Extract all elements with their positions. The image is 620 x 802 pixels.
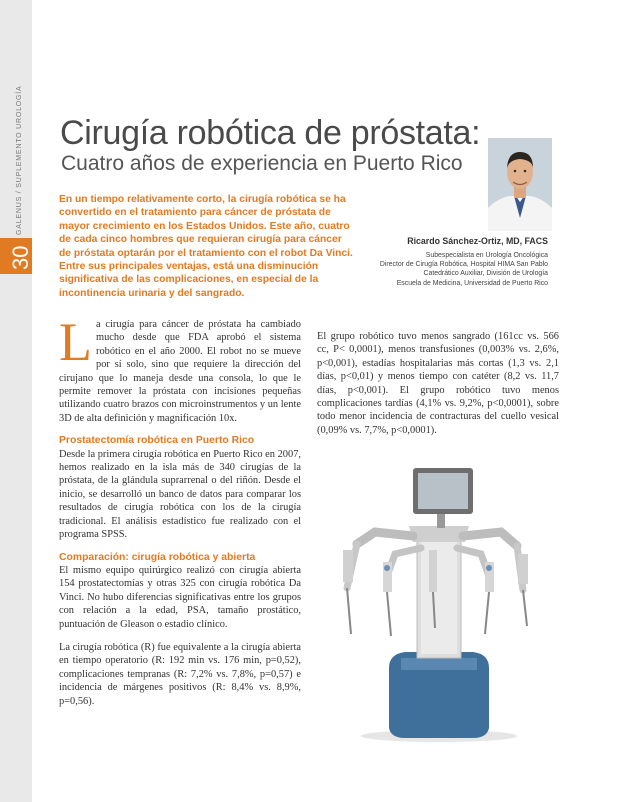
lead-paragraph: En un tiempo relativamente corto, la cirugía robótica se ha convertido en el tratamiento para cáncer de próstata de mayor crecimiento en los Estados Unidos. Este año, cuatro de cada cinco hombres que requieran cirugía para cáncer de próstata optarán por el tratamiento con el robot Da Vinci. Entre sus principales ventajas, está una disminución significativa de las complicaciones, en especial de la incontinencia urinaria y del sangrado. <box>59 194 353 299</box>
page-number: 30 <box>8 245 33 270</box>
affiliation-line: Director de Cirugía Robótica, Hospital HIMA San Pablo <box>379 261 548 269</box>
section-heading: Prostatectomía robótica en Puerto Rico <box>59 435 255 447</box>
robot-image <box>317 458 559 750</box>
author-photo <box>488 138 552 231</box>
section-label: GALENUS / SUPLEMENTO UROLOGÍA <box>16 85 23 235</box>
article-title: Cirugía robótica de próstata: <box>60 114 481 152</box>
body-paragraph: La cirugía robótica (R) fue equivalente a la cirugía abierta en tiempo operatorio (R: 192 min vs. 176 min, p=0,52), complicaciones tempranas (R: 7,2% vs. 7,8%, p=0,57) e incidencia de márgenes positivos (R: 8,4% vs. 8,9%, p=0,56). <box>59 641 301 707</box>
author-affiliation <box>380 251 548 288</box>
left-column <box>59 312 301 708</box>
intro-paragraph <box>59 312 301 425</box>
intro-text: a cirugía para cáncer de próstata ha cambiado mucho desde que FDA aprobó el sistema robótico en el año 2000. El robot no se mueve por sí solo, sino que requiere la dirección del cirujano que lo maneja desde una consola, lo que le permite remover la próstata con incisiones pequeñas utilizando cuatro brazos con microinstrumentos y un lente 3D de alta definición y magnificación 10x. <box>59 319 301 424</box>
drop-cap: L <box>59 312 92 372</box>
author-name: Ricardo Sánchez-Ortiz, MD, FACS <box>407 236 548 246</box>
section-heading: Comparación: cirugía robótica y abierta <box>59 551 256 563</box>
right-column <box>317 330 559 437</box>
article-subtitle: Cuatro años de experiencia en Puerto Rico <box>61 152 463 175</box>
body-paragraph: Desde la primera cirugía robótica en Puerto Rico en 2007, hemos realizado en la isla más de 340 cirugías de la próstata, de la glándula suprarrenal o del riñón. Desde el inicio, se desarrolló un banco de datos para comparar los resultados de cirugía robótica con los de la cirugía tradicional. El análisis estadístico fue realizado con el programa SPSS. <box>59 448 301 541</box>
body-paragraph: El grupo robótico tuvo menos sangrado (161cc vs. 566 cc, P< 0,0001), menos transfusiones (0,003% vs. 2,6%, p<0,001), estadías hospitalarias más cortas (1,3 vs. 2,1 días, p<0,01) y menos tiempo con catéter (8,2 vs. 11,7 días, p<0,001). El grupo robótico tuvo menos complicaciones tardías (4,1% vs. 9,2%, p<0,0001), sobre todo menor incidencia de contracturas del cuello vesical (0,09% vs. 7,7%, p<0,0001). <box>317 331 559 436</box>
affiliation-line: Subespecialista en Urología Oncológica <box>425 252 548 259</box>
affiliation-line: Catedrático Auxiliar, División de Urología <box>423 270 548 278</box>
body-paragraph: El mismo equipo quirúrgico realizó con cirugía abierta 154 prostatectomías y otras 325 con cirugía robótica Da Vinci. No hubo diferencias significativas entre los grupos con relación a la edad, PSA, tamaño prostático, puntuación de Gleason o estadio clínico. <box>59 564 301 630</box>
affiliation-line: Escuela de Medicina, Universidad de Puerto Rico <box>396 279 548 287</box>
